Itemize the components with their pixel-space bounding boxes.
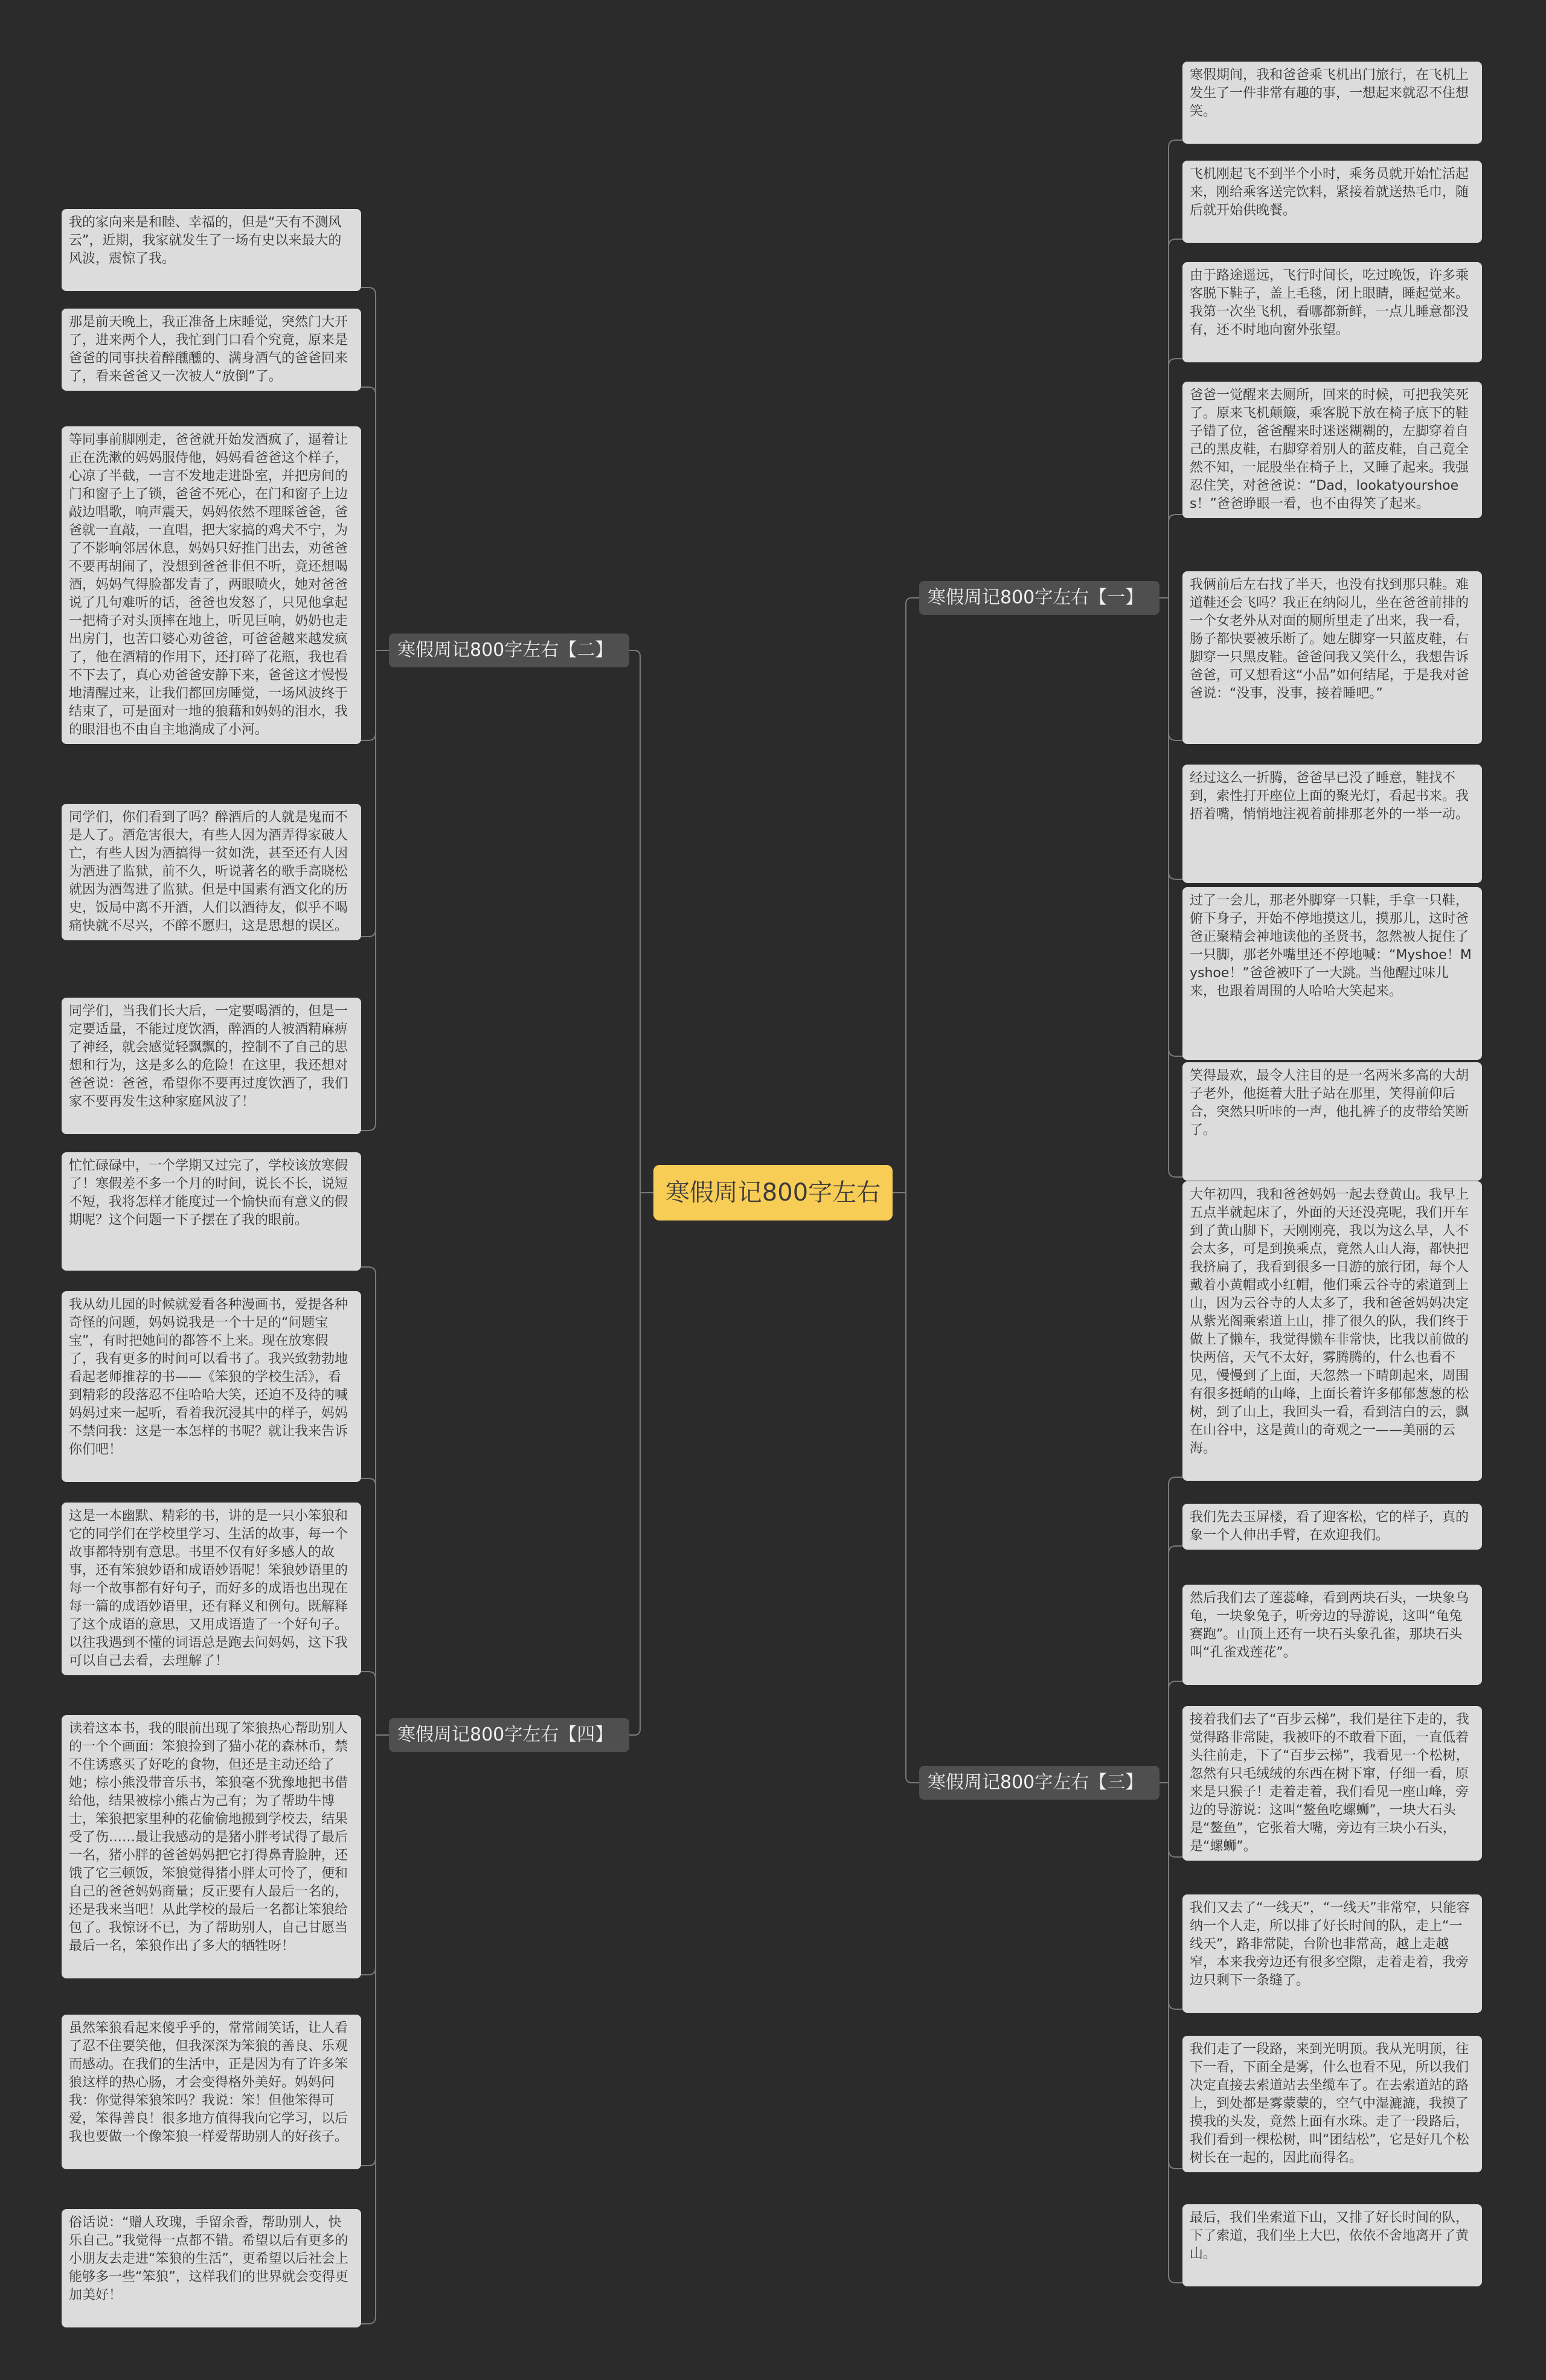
leaf-note[interactable]: 同学们，你们看到了吗？醉酒后的人就是鬼而不是人了。酒危害很大，有些人因为酒弄得家破人亡，有些人因为酒搞得一贫如洗，甚至还有人因为酒进了监狱，前不久，听说著名的歌手高晓松就因为酒驾进了监狱。但是中国素有酒文化的历史，饭局中离不开酒，人们以酒待友，似乎不喝痛快就不尽兴，不醉不愿归，这是思想的误区。: [62, 804, 361, 940]
branch-topic[interactable]: 寒假周记800字左右【四】: [389, 1718, 629, 1752]
connector-line: [893, 598, 919, 1193]
leaf-note[interactable]: 最后，我们坐索道下山，又排了好长时间的队，下了索道，我们坐上大巴，依依不舍地离开了黄山。: [1182, 2204, 1482, 2286]
branch-topic[interactable]: 寒假周记800字左右【三】: [919, 1766, 1160, 1800]
connector-line: [1169, 1477, 1182, 1783]
leaf-note[interactable]: 接着我们去了“百步云梯”，我们是往下走的，我觉得路非常陡，我被吓的不敢看下面，一直低着头往前走，下了“百步云梯”，我看见一个松树，忽然有只毛绒绒的东西在树下窜，仔细一看，原来是只猴子！走着走着，我们看见一座山峰，旁边的导游说：这叫“鳌鱼吃螺蛳”，一块大石头是“鳌鱼”，它张着大嘴，旁边有三块小石头，是“螺蛳”。: [1182, 1706, 1482, 1861]
connector-line: [1169, 598, 1182, 740]
connector-line: [361, 1735, 376, 2324]
leaf-note[interactable]: 由于路途遥远，飞行时间长，吃过晚饭，许多乘客脱下鞋子，盖上毛毯，闭上眼睛，睡起觉来。我第一次坐飞机，看哪都新鲜，一点儿睡意都没有，还不时地向窗外张望。: [1182, 262, 1482, 362]
connector-line: [361, 1735, 376, 1975]
connector-line: [361, 1267, 376, 1735]
leaf-note[interactable]: 笑得最欢，最令人注目的是一名两米多高的大胡子老外，他挺着大肚子站在那里，笑得前仰后合，突然只听咔的一声，他扎裤子的皮带给笑断了。: [1182, 1062, 1482, 1181]
connector-line: [361, 650, 376, 937]
branch-topic[interactable]: 寒假周记800字左右【二】: [389, 633, 629, 667]
leaf-note[interactable]: 等同事前脚刚走，爸爸就开始发酒疯了，逼着让正在洗漱的妈妈服侍他，妈妈看爸爸这个样子，心凉了半截，一言不发地走进卧室，并把房间的门和窗子上了锁，爸爸不死心，在门和窗子上边敲边唱歌，响声震天，妈妈依然不理睬爸爸，爸爸就一直敲，一直唱，把大家搞的鸡犬不宁，为了不影响邻居休息，妈妈只好推门出去，劝爸爸不要再胡闹了，没想到爸爸非但不听，竟还想喝酒，妈妈气得脸都发青了，两眼喷火，她对爸爸说了几句难听的话，爸爸也发怒了，只见他拿起一把椅子对头顶摔在地上，听见巨响，奶奶也走出房门，也苦口婆心劝爸爸，可爸爸越来越发疯了，他在酒精的作用下，还打碎了花瓶，我也看不下去了，真心劝爸爸安静下来，爸爸这才慢慢地清醒过来，让我们都回房睡觉，一场风波终于结束了，可是面对一地的狼藉和妈妈的泪水，我的眼泪也不由自主地淌成了小河。: [62, 426, 361, 744]
connector-line: [1169, 1783, 1182, 2169]
leaf-note[interactable]: 这是一本幽默、精彩的书，讲的是一只小笨狼和它的同学们在学校里学习、生活的故事，每一个故事都特别有意思。书里不仅有好多感人的故事，还有笨狼妙语和成语妙语呢！笨狼妙语里的每一个故事都有好句子，而好多的成语也出现在每一篇的成语妙语里，还有释义和例句。既解释了这个成语的意思，又用成语造了一个好句子。以往我遇到不懂的词语总是跑去问妈妈，这下我可以自己去看，去理解了！: [62, 1503, 361, 1675]
connector-line: [1169, 1783, 1182, 2283]
connector-line: [1169, 359, 1182, 598]
connector-line: [1169, 239, 1182, 598]
leaf-note[interactable]: 忙忙碌碌中，一个学期又过完了，学校该放寒假了！寒假差不多一个月的时间，说长不长，说短不短，我将怎样才能度过一个愉快而有意义的假期呢？这个问题一下子摆在了我的眼前。: [62, 1152, 361, 1271]
leaf-note[interactable]: 大年初四，我和爸爸妈妈一起去登黄山。我早上五点半就起床了，外面的天还没亮呢，我们开车到了黄山脚下，天刚刚亮，我以为这么早，人不会太多，可是到换乘点，竟然人山人海，都快把我挤扁了，我看到很多一日游的旅行团，每个人戴着小黄帽或小红帽，他们乘云谷寺的索道到上山，因为云谷寺的人太多了，我和爸爸妈妈决定从紫光阁乘索道上山，排了很久的队，我们终于做上了懒车，我觉得懒车非常快，比我以前做的快两倍，天气不太好，雾腾腾的，什么也看不见，慢慢到了上面，天忽然一下晴朗起来，周围有很多挺峭的山峰，上面长着许多郁郁葱葱的松树，到了山上，我回头一看，看到洁白的云，飘在山谷中，这是黄山的奇观之一——美丽的云海。: [1182, 1181, 1482, 1481]
leaf-note[interactable]: 飞机刚起飞不到半个小时，乘务员就开始忙活起来，刚给乘客送完饮料，紧接着就送热毛巾，随后就开始供晚餐。: [1182, 161, 1482, 243]
leaf-note[interactable]: 那是前天晚上，我正准备上床睡觉，突然门大开了，进来两个人，我忙到门口看个究竟，原来是爸爸的同事扶着醉醺醺的、满身酒气的爸爸回来了，看来爸爸又一次被人“放倒”了。: [62, 309, 361, 391]
root-topic[interactable]: 寒假周记800字左右: [653, 1165, 893, 1220]
connector-line: [361, 650, 376, 1131]
leaf-note[interactable]: 同学们，当我们长大后，一定要喝酒的，但是一定要适量，不能过度饮酒，醉酒的人被酒精麻痹了神经，就会感觉轻飘飘的，控制不了自己的思想和行为，这是多么的危险！在这里，我还想对爸爸说：爸爸，希望你不要再过度饮酒了，我们家不要再发生这种家庭风波了！: [62, 998, 361, 1134]
leaf-note[interactable]: 经过这么一折腾，爸爸早已没了睡意，鞋找不到，索性打开座位上面的聚光灯，看起书来。我捂着嘴，悄悄地注视着前排那老外的一举一动。: [1182, 765, 1482, 883]
connector-line: [361, 1478, 376, 1735]
connector-line: [1169, 1546, 1182, 1783]
connector-line: [361, 287, 376, 650]
leaf-note[interactable]: 我的家向来是和睦、幸福的，但是“天有不测风云”，近期，我家就发生了一场有史以来最大的风波，震惊了我。: [62, 209, 361, 291]
connector-line: [1169, 515, 1182, 598]
leaf-note[interactable]: 我们走了一段路，来到光明顶。我从光明顶，往下一看，下面全是雾，什么也看不见，所以我们决定直接去索道站去坐缆车了。在去索道站的路上，到处都是雾蒙蒙的，空气中湿漉漉，我摸了摸我的头发，竟然上面有水珠。走了一段路后，我们看到一棵松树，叫“团结松”，它是好几个松树长在一起的，因此而得名。: [1182, 2036, 1482, 2172]
connector-line: [361, 1735, 376, 2166]
leaf-note[interactable]: 俗话说：“赠人玫瑰，手留余香，帮助别人，快乐自己。”我觉得一点都不错。希望以后有更多的小朋友去走进“笨狼的生活”，更希望以后社会上能够多一些“笨狼”，这样我们的世界就会变得更加美好！: [62, 2209, 361, 2327]
leaf-note[interactable]: 虽然笨狼看起来傻乎乎的，常常闹笑话，让人看了忍不住要笑他，但我深深为笨狼的善良、乐观而感动。在我们的生活中，正是因为有了许多笨狼这样的热心肠，才会变得格外美好。妈妈问我：你觉得笨狼笨吗？我说：笨！但他笨得可爱，笨得善良！很多地方值得我向它学习，以后我也要做一个像笨狼一样爱帮助别人的好孩子。: [62, 2015, 361, 2169]
connector-line: [1169, 1783, 1182, 2009]
leaf-note[interactable]: 然后我们去了莲蕊峰，看到两块石头，一块象乌龟，一块象兔子，听旁边的导游说，这叫“龟兔赛跑”。山顶上还有一块石头象孔雀，那块石头叫“孔雀戏莲花”。: [1182, 1585, 1482, 1685]
connector-line: [361, 1672, 376, 1735]
leaf-note[interactable]: 我从幼儿园的时候就爱看各种漫画书，爱提各种奇怪的问题，妈妈说我是一个十足的“问题宝宝”，有时把她问的都答不上来。现在放寒假了，我有更多的时间可以看书了。我兴致勃勃地看起老师推荐的书——《笨狼的学校生活》，看到精彩的段落忍不住哈哈大笑，还迫不及待的喊妈妈过来一起听，看着我沉浸其中的样子，妈妈不禁问我：这是一本怎样的书呢？就让我来告诉你们吧！: [62, 1291, 361, 1482]
leaf-note[interactable]: 我们先去玉屏楼，看了迎客松，它的样子，真的象一个人伸出手臂，在欢迎我们。: [1182, 1504, 1482, 1550]
connector-line: [1169, 1783, 1182, 1857]
connector-line: [629, 650, 653, 1193]
connector-line: [1169, 140, 1182, 598]
connector-line: [1169, 598, 1182, 1177]
leaf-note[interactable]: 寒假期间，我和爸爸乘飞机出门旅行，在飞机上发生了一件非常有趣的事，一想起来就忍不住想笑。: [1182, 62, 1482, 144]
connector-line: [629, 1193, 653, 1735]
connector-line: [893, 1193, 919, 1783]
connector-line: [361, 387, 376, 650]
leaf-note[interactable]: 爸爸一觉醒来去厕所，回来的时候，可把我笑死了。原来飞机颠簸，乘客脱下放在椅子底下的鞋子错了位，爸爸醒来时迷迷糊糊的，左脚穿着自己的黑皮鞋，右脚穿着别人的蓝皮鞋，自己竟全然不知，一屁股坐在椅子上，又睡了起来。我强忍住笑，对爸爸说：“Dad，lookatyourshoes！”爸爸睁眼一看，也不由得笑了起来。: [1182, 382, 1482, 518]
leaf-note[interactable]: 过了一会儿，那老外脚穿一只鞋，手拿一只鞋，俯下身子，开始不停地摸这儿，摸那儿，这时爸爸正聚精会神地读他的圣贤书，忽然被人捉住了一只脚，那老外嘴里还不停地喊：“Myshoe！Myshoe！”爸爸被吓了一大跳。当他醒过味儿来，也跟着周围的人哈哈大笑起来。: [1182, 887, 1482, 1060]
leaf-note[interactable]: 我俩前后左右找了半天，也没有找到那只鞋。难道鞋还会飞吗？我正在纳闷儿，坐在爸爸前排的一个女老外从对面的厕所里走了出来，我一看，肠子都快要被乐断了。她左脚穿一只蓝皮鞋，右脚穿一只黑皮鞋。爸爸问我又笑什么，我想告诉爸爸，可又想看这“小品”如何结尾，于是我对爸爸说：“没事，没事，接着睡吧。”: [1182, 571, 1482, 744]
connector-line: [361, 650, 376, 740]
leaf-note[interactable]: 我们又去了“一线天”，“一线天”非常窄，只能容纳一个人走，所以排了好长时间的队，走上“一线天”，路非常陡，台阶也非常高，越上走越窄，本来我旁边还有很多空隙，走着走着，我旁边只剩下一条缝了。: [1182, 1894, 1482, 2013]
leaf-note[interactable]: 读着这本书，我的眼前出现了笨狼热心帮助别人的一个个画面：笨狼捡到了猫小花的森林币，禁不住诱惑买了好吃的食物，但还是主动还给了她；棕小熊没带音乐书，笨狼毫不犹豫地把书借给他，结果被棕小熊占为己有；为了帮助牛博士，笨狼把家里种的花偷偷地搬到学校去，结果受了伤……最让我感动的是猪小胖考试得了最后一名，猪小胖的爸爸妈妈把它打得鼻青脸肿，还饿了它三顿饭，笨狼觉得猪小胖太可怜了，便和自己的爸爸妈妈商量；反正要有人最后一名的，还是我来当吧！从此学校的最后一名都让笨狼给包了。我惊讶不已，为了帮助别人，自己甘愿当最后一名，笨狼作出了多大的牺牲呀！: [62, 1715, 361, 1978]
connector-line: [1169, 1681, 1182, 1783]
branch-topic[interactable]: 寒假周记800字左右【一】: [919, 581, 1160, 615]
connector-line: [1169, 598, 1182, 1056]
